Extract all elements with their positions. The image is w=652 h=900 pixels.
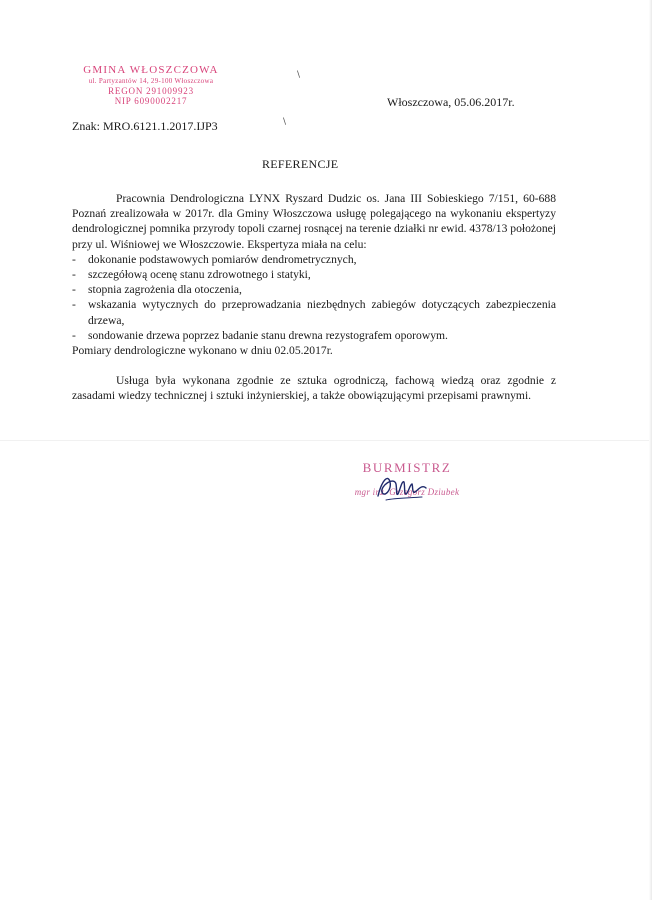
goals-list — [72, 252, 556, 343]
list-item: - szczegółową ocenę stanu zdrowotnego i statyki, — [72, 268, 311, 282]
goal-text: stopnia zagrożenia dla otoczenia, — [88, 283, 242, 297]
mayor-title: BURMISTRZ — [362, 460, 452, 475]
goal-text: wskazania wytycznych do przeprowadzania niezbędnych zabiegów dotyczących zabezpieczenia drzewa, — [88, 298, 556, 327]
goal-text: szczegółową ocenę stanu zdrowotnego i statyki, — [88, 268, 311, 282]
intro-paragraph: Pracownia Dendrologiczna LYNX Ryszard Dudzic os. Jana III Sobieskiego 7/151, 60-688 Poznań zrealizowała w 2017r. dla Gminy Włoszczowa usługę polegającego na wykonaniu ekspertyzy dendrologicznej pomnika przyrody topoli czarnej rosnącej na terenie działki nr ewid. 4378/13 położonej przy ul. Wiśniowej we Włoszczowie. Ekspertyza miała na celu: — [72, 192, 556, 251]
municipality-stamp — [76, 64, 226, 106]
goal-text: dokonanie podstawowych pomiarów dendrometrycznych, — [88, 252, 357, 266]
list-item: - sondowanie drzewa poprzez badanie stanu drewna rezystografem oporowym. — [72, 328, 448, 342]
stamp-municipality-name: GMINA WŁOSZCZOWA — [83, 64, 219, 76]
body-text — [72, 191, 556, 358]
scan-mark: \ — [283, 117, 287, 127]
measurement-date: Pomiary dendrologiczne wykonano w dniu 02.05.2017r. — [72, 344, 333, 358]
scan-mark: \ — [297, 70, 301, 80]
handwritten-signature — [372, 470, 432, 506]
scan-artifact-line — [0, 440, 652, 441]
list-item: - wskazania wytycznych do przeprowadzania niezbędnych zabiegów dotyczących zabezpieczenia drzewa, — [72, 298, 556, 327]
reference-number: Znak: MRO.6121.1.2017.IJP3 — [72, 119, 218, 133]
document-title: REFERENCJE — [262, 157, 339, 171]
closing-paragraph: Usługa była wykonana zgodnie ze sztuka ogrodniczą, fachową wiedzą oraz zgodnie z zasadami wiedzy technicznej i sztuki inżynierskiej, a także obowiązującymi przepisami prawnymi. — [72, 373, 556, 402]
list-item: - stopnia zagrożenia dla otoczenia, — [72, 283, 242, 297]
list-item: - dokonanie podstawowych pomiarów dendrometrycznych, — [72, 252, 357, 266]
stamp-address: ul. Partyzantów 14, 29-100 Włoszczowa — [88, 76, 214, 85]
place-date: Włoszczowa, 05.06.2017r. — [387, 95, 515, 109]
stamp-regon: REGON 291009923 — [108, 85, 194, 96]
mayor-name: mgr inż. Grzegorz Dziubek — [354, 487, 460, 497]
goal-text: sondowanie drzewa poprzez badanie stanu drewna rezystografem oporowym. — [88, 328, 448, 342]
stamp-nip: NIP 6090002217 — [114, 96, 188, 107]
